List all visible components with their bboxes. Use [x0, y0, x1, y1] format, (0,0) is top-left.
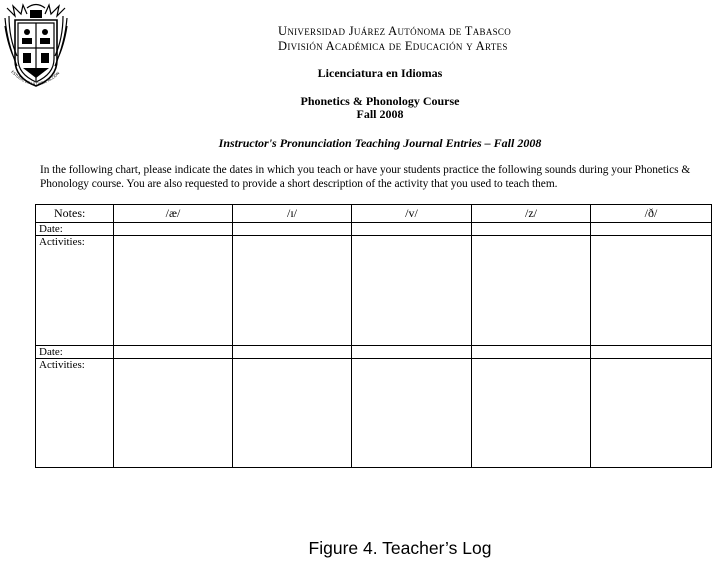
table-row: [36, 236, 712, 346]
date-cell[interactable]: [472, 346, 591, 359]
activity-cell[interactable]: [233, 359, 352, 468]
table-row: [36, 359, 712, 468]
date-label: Date:: [36, 223, 114, 236]
logo-motto: ESTUDIO EN LA DUDA. ACCIÓN: [10, 69, 61, 87]
activity-cell[interactable]: [114, 236, 233, 346]
date-cell[interactable]: [352, 223, 472, 236]
figure-caption: Figure 4. Teacher’s Log: [308, 538, 492, 558]
table-row: [36, 223, 712, 236]
date-cell[interactable]: [233, 223, 352, 236]
sound-header: /ɪ/: [233, 205, 352, 223]
activity-cell[interactable]: [472, 359, 591, 468]
journal-title: Instructor's Pronunciation Teaching Journal Entries – Fall 2008: [218, 136, 542, 150]
sound-header: /ð/: [591, 205, 712, 223]
university-name: Universidad Juárez Autónoma de Tabasco: [278, 24, 512, 38]
activities-label: Activities:: [36, 359, 114, 468]
table-header-row: [36, 205, 712, 223]
activity-cell[interactable]: [472, 236, 591, 346]
course-term: Fall 2008: [356, 107, 404, 121]
activity-cell[interactable]: [233, 236, 352, 346]
activity-cell[interactable]: [352, 236, 472, 346]
course-name: Phonetics & Phonology Course: [300, 94, 460, 108]
activity-cell[interactable]: [352, 359, 472, 468]
date-label: Date:: [36, 346, 114, 359]
date-cell[interactable]: [233, 346, 352, 359]
teacher-log-table: [35, 204, 712, 468]
division-name: División Académica de Educación y Artes: [278, 39, 508, 53]
date-cell[interactable]: [591, 223, 712, 236]
date-cell[interactable]: [472, 223, 591, 236]
table-row: [36, 346, 712, 359]
date-cell[interactable]: [114, 346, 233, 359]
activity-cell[interactable]: [591, 236, 712, 346]
sound-header: /z/: [472, 205, 591, 223]
date-cell[interactable]: [352, 346, 472, 359]
activity-cell[interactable]: [114, 359, 233, 468]
date-cell[interactable]: [591, 346, 712, 359]
activities-label: Activities:: [36, 236, 114, 346]
instructions-text: In the following chart, please indicate the dates in which you teach or have your students practice the following sounds during your Phonetics & Phonology course. You are also requested to provide a short description of the activity that you used to teach them.: [40, 164, 691, 190]
university-header: [278, 24, 511, 54]
activity-cell[interactable]: [591, 359, 712, 468]
sound-header: /v/: [352, 205, 472, 223]
sound-header: /æ/: [114, 205, 233, 223]
date-cell[interactable]: [114, 223, 233, 236]
program-name: Licenciatura en Idiomas: [317, 66, 443, 80]
notes-header: Notes:: [36, 205, 114, 223]
